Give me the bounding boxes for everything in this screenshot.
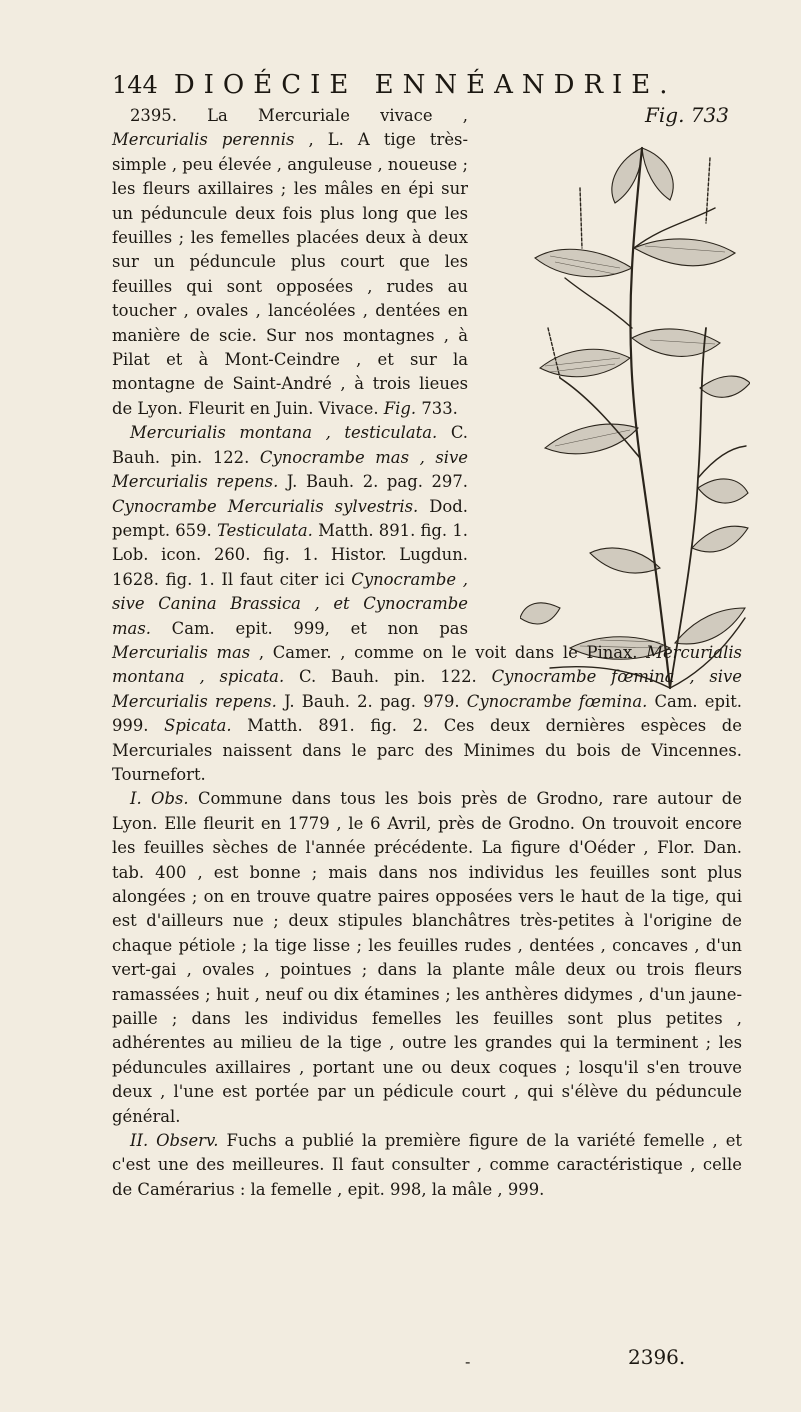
italic-run: I. Obs. xyxy=(130,789,189,809)
text-run: J. Bauh. 2. pag. 297. xyxy=(278,472,468,492)
italic-run: Cynocrambe fœmina. xyxy=(466,691,648,711)
signature-mark: 2396. xyxy=(628,1345,686,1369)
italic-run: Fig. xyxy=(383,398,417,418)
figure-float-spacer xyxy=(472,104,742,634)
observation-1-paragraph xyxy=(112,787,742,1129)
italic-run: Cynocrambe , sive Canina Brassica , et Cynocrambe mas. xyxy=(112,569,468,638)
italic-run: Cynocrambe Mercurialis sylvestris. xyxy=(112,496,419,516)
page-number: 144 xyxy=(112,71,158,99)
text-run: Cam. epit. 999. xyxy=(112,691,743,736)
figure-label: Fig. 733 xyxy=(645,103,729,127)
italic-run: Cynocrambe mas , sive Mercurialis repens. xyxy=(112,447,468,492)
text-run: Fuchs a publié la première figure de la variété femelle , et c'est une des meilleures. Il faut consulter , comme caractéristique , celle de Camérarius : la femelle , epit. 998, la mâle , 999. xyxy=(112,1131,742,1199)
italic-run: II. Observ. xyxy=(130,1131,219,1151)
footer-dash: - xyxy=(465,1352,471,1371)
text-run: Cam. epit. 999, et non pas xyxy=(150,618,468,638)
article-text xyxy=(112,104,742,1202)
page-header xyxy=(112,70,732,104)
text-run: Matth. 891. fig. 2. Ces deux dernières espèces de Mercuriales naissent dans le parc des Minimes du bois de Vincennes. Tournefort. xyxy=(112,716,742,784)
text-run: Commune dans tous les bois près de Grodno, rare autour de Lyon. Elle fleurit en 1779 , le 6 Avril, près de Grodno. On trouvoit encore les feuilles sèches de l'année précédente. La figure d'Oéder , Flor. Dan. tab. 400 , est bonne ; mais dans nos individus les feuilles sont plus alongées ; on en trouve quatre paires opposées vers le haut de la tige, qui est d'ailleurs nue ; deux stipules blanchâtres très-petites à l'origine de chaque pétiole ; la tige lisse ; les feuilles rudes , dentées , concaves , d'un vert-gai , ovales , pointues ; dans la plante mâle deux ou trois fleurs ramassées ; huit , neuf ou dix étamines ; les anthères didymes , d'un jaune-paille ; dans les individus femelles les feuilles sont plus petites , adhérentes au milieu de la tige , outre les grandes qui la terminent ; les péduncules axillaires , portant une ou deux coques ; losqu'il s'en trouve deux , l'une est portée par un pédicule court , qui s'élève du péduncule général. xyxy=(112,789,743,1126)
observation-2-paragraph xyxy=(112,1129,742,1202)
italic-run: Spicata. xyxy=(164,716,232,736)
italic-run: Mercurialis montana , spicata. xyxy=(112,642,742,687)
italic-run: Mercurialis perennis xyxy=(112,130,295,150)
text-run: Matth. 891. fig. 1. Lob. icon. 260. fig. 1. Histor. Lugdun. 1628. fig. 1. Il faut citer ici xyxy=(112,520,468,589)
text-run: Dod. pempt. 659. xyxy=(112,496,468,540)
italic-run: Mercurialis mas xyxy=(112,642,251,662)
running-title: DIOÉCIE ENNÉANDRIE. xyxy=(173,70,677,100)
text-run: 733. xyxy=(416,398,458,418)
text-run: , Camer. , comme on le voit dans le Pinax. xyxy=(250,642,647,662)
italic-run: Testiculata. xyxy=(216,520,313,540)
text-run: C. Bauh. pin. 122. xyxy=(284,667,492,687)
text-run: 2395. La Mercuriale vivace , xyxy=(130,106,468,125)
italic-run: Mercurialis montana , testiculata. xyxy=(130,423,438,443)
text-run: J. Bauh. 2. pag. 979. xyxy=(276,691,467,711)
italic-run: Cynocrambe fœmina , sive Mercurialis repens. xyxy=(112,667,742,711)
text-run: , L. A tige très-simple , peu élevée , anguleuse , noueuse ; les fleurs axillaires ; les mâles en épi sur un péduncule deux fois plus long que les feuilles ; les femelles placées deux à deux sur un péduncule plus court que les feuilles qui sont opposées , rudes au toucher , ovales , lancéolées , dentées en manière de scie. Sur nos montagnes , à Pilat et à Mont-Ceindre , et sur la montagne de Saint-André , à trois lieues de Lyon. Fleurit en Juin. Vivace. xyxy=(112,130,468,418)
text-run: C. Bauh. pin. 122. xyxy=(112,423,468,467)
